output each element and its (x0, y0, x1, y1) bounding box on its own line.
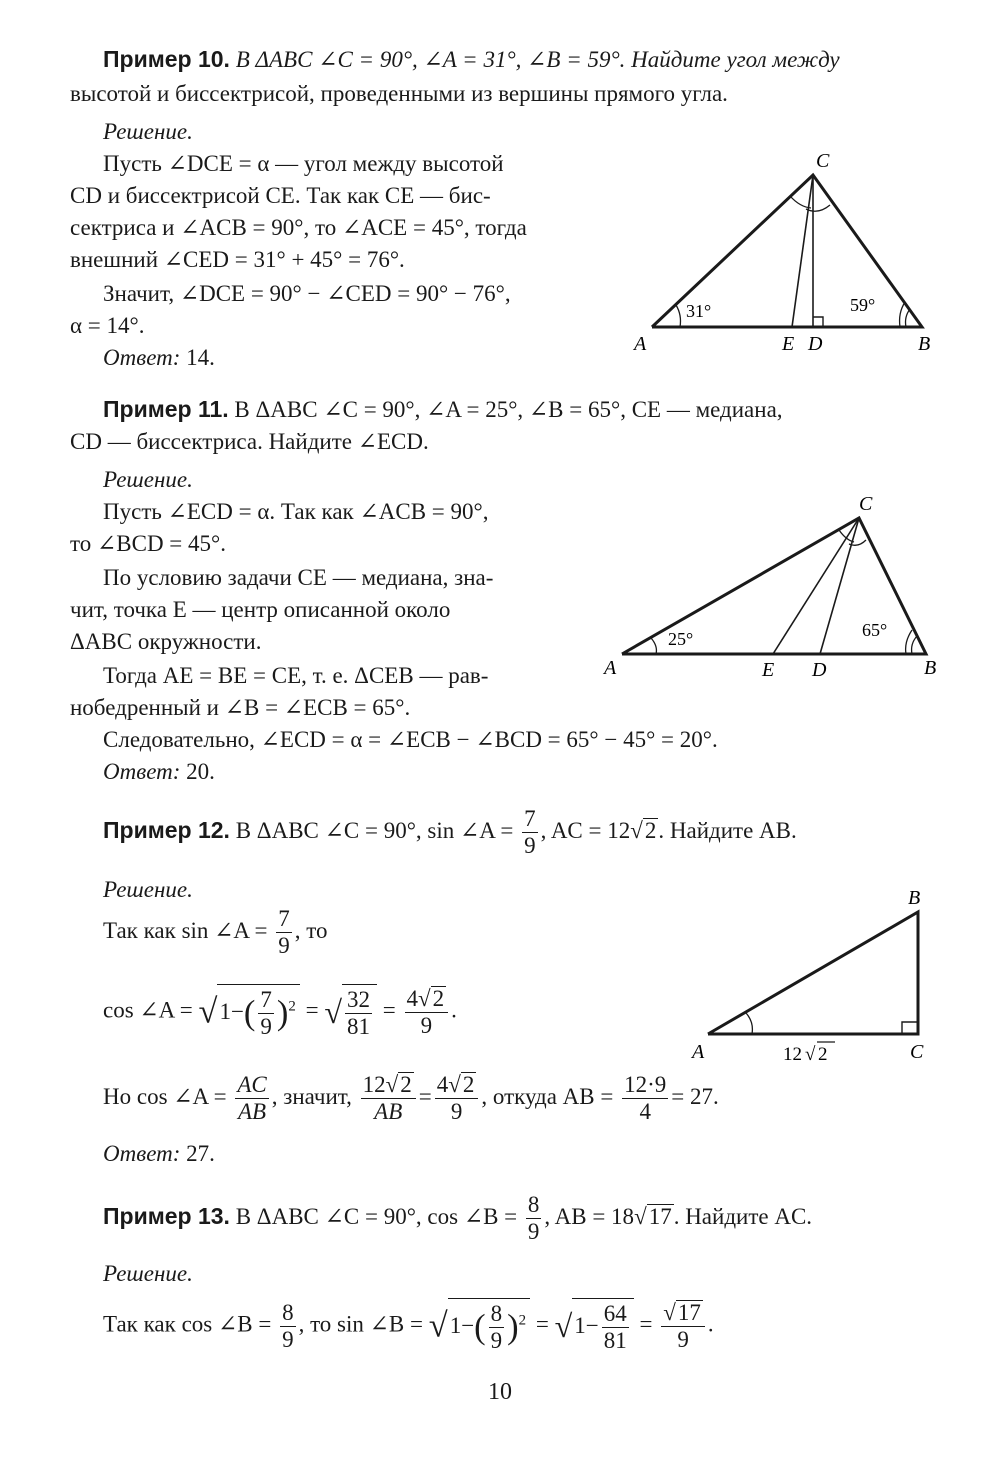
coefficient: 12 (362, 1072, 386, 1097)
period: . (451, 997, 457, 1023)
equals: = (305, 997, 319, 1023)
ex10-angle-arc-b1 (900, 302, 905, 327)
ex13-one2: 1− (574, 1313, 599, 1339)
ex10-label-b: B (918, 333, 931, 355)
ex10-solution-line3: сектриса и ∠ACB = 90°, то ∠ACE = 45°, тогда (70, 215, 527, 240)
ex11-label-e: E (762, 659, 775, 681)
ex13-cos-fraction (280, 1300, 296, 1354)
ex12-condition-text: В ΔABC ∠C = 90°, sin ∠A = (235, 818, 514, 844)
ex10-label-c: C (816, 150, 830, 172)
ex12-but-fraction1 (235, 1072, 268, 1126)
sqrt-icon: √ (385, 1072, 399, 1097)
ex12-condition-fraction (522, 806, 538, 860)
ex13-condition-text3: . Найдите AC. (673, 1204, 813, 1230)
ex10-solution-line6: α = 14°. (70, 313, 145, 338)
fraction-denominator: 81 (347, 1014, 371, 1040)
ex11-label-c: C (859, 493, 873, 515)
fraction-numerator: 32 (345, 987, 372, 1014)
ex12-but-line (103, 1072, 719, 1126)
ex12-angle-arc-a (746, 1013, 752, 1034)
fraction-numerator: 8 (489, 1301, 505, 1328)
ex12-condition-text3: . Найдите AB. (658, 818, 797, 844)
ex12-sin-text: Так как sin ∠A = (103, 918, 268, 944)
ex11-solution-line2: то ∠BCD = 45°. (70, 531, 226, 556)
ex11-label-b: B (924, 657, 937, 679)
ex11-angle-arc-b2 (912, 636, 917, 654)
ex13-title: Пример 13. (103, 1203, 230, 1230)
ex12-solution-label: Решение. (103, 877, 193, 902)
ex11-solution-line8: Следовательно, ∠ECD = α = ∠ECB − ∠BCD = 65° − 45° = 20°. (103, 727, 718, 752)
exponent: 2 (518, 1312, 527, 1329)
ex10-condition-text: В ΔABC ∠C = 90°, ∠A = 31°, ∠B = 59°. Найдите угол между (235, 47, 840, 72)
fraction-numerator: 12·9 (622, 1072, 668, 1099)
ex11-title: Пример 11. (103, 396, 229, 422)
ex10-condition-line1 (103, 44, 840, 76)
ex13-cos-text: Так как cos ∠B = (103, 1311, 272, 1337)
ex12-cos-radicand2 (342, 984, 377, 1041)
ex13-result-fraction (661, 1300, 705, 1354)
fraction-denominator: AB (238, 1099, 267, 1125)
ex11-angle-b-label: 65° (862, 620, 888, 640)
ex10-solution-line1: Пусть ∠DCE = α — угол между высотой (103, 151, 504, 176)
fraction-denominator: 9 (260, 1014, 272, 1040)
ex10-angle-b-label: 59° (850, 295, 876, 315)
sqrt-icon: √ (428, 1306, 448, 1345)
sqrt-radicand: 17 (648, 1204, 672, 1230)
ex12-label-a: A (692, 1041, 705, 1063)
sqrt-radicand: 2 (462, 1072, 475, 1097)
exponent: 2 (288, 998, 296, 1015)
paren-close: ) (507, 1308, 519, 1347)
ex13-condition-fraction (526, 1192, 542, 1246)
ex12-cos-text: cos ∠A = (103, 997, 193, 1023)
ex12-label-c: C (910, 1041, 924, 1063)
ex12-solution-line1 (103, 906, 328, 960)
ex12-sin-fraction (276, 906, 292, 960)
ex12-cos-radicand (217, 984, 299, 1041)
fraction-numerator: 8 (526, 1192, 542, 1219)
fraction-numerator: 7 (522, 806, 538, 833)
coefficient: 4 (406, 985, 419, 1011)
ex10-angle-arc-a (676, 305, 681, 327)
ex10-answer-label: Ответ: (103, 345, 181, 370)
ex11-label-a: A (604, 657, 617, 679)
ex11-solution-line3: По условию задачи CE — медиана, зна- (103, 565, 494, 590)
ex12-but-fraction3 (435, 1072, 479, 1126)
ex13-condition-text2: , AB = 18 (544, 1204, 635, 1230)
ex12-cos-fraction2 (345, 987, 372, 1041)
ex11-condition-text: В ΔABC ∠C = 90°, ∠A = 25°, ∠B = 65°, CE — медиана, (234, 397, 783, 422)
ex13-one: 1− (449, 1313, 475, 1339)
page-number: 10 (488, 1379, 512, 1405)
ex11-solution-line4: чит, точка E — центр описанной около (70, 597, 451, 622)
ex11-answer (103, 756, 215, 788)
ex10-bisector-ce (792, 175, 813, 327)
ex11-solution-line5: ΔABC окружности. (70, 629, 262, 654)
ex10-solution-line5: Значит, ∠DCE = 90° − ∠CED = 90° − 76°, (103, 281, 511, 306)
sqrt-icon: √ (663, 1299, 676, 1325)
ex12-cos-fraction3 (405, 986, 449, 1040)
ex11-answer-label: Ответ: (103, 759, 181, 784)
coefficient: 4 (436, 1072, 449, 1097)
ex11-solution-line1: Пусть ∠ECD = α. Так как ∠ACB = 90°, (103, 499, 489, 524)
ex12-result: = 27. (671, 1084, 719, 1110)
sqrt-icon: √ (630, 818, 643, 844)
sqrt-radicand: 17 (677, 1299, 701, 1325)
ex12-cos-one: 1− (219, 999, 244, 1025)
paren-close: ) (276, 994, 289, 1033)
equals: = (639, 1311, 653, 1337)
paren-open: ( (243, 994, 256, 1033)
fraction-denominator: 9 (490, 1328, 503, 1354)
sqrt-icon: √ (324, 994, 343, 1031)
ex12-answer (103, 1138, 215, 1170)
ex11-solution-line7: нобедренный и ∠B = ∠ECB = 65°. (70, 695, 411, 720)
ex12-condition-text2: , AC = 12 (540, 818, 631, 844)
ex13-condition (103, 1192, 812, 1246)
ex12-answer-value: 27. (186, 1141, 215, 1166)
ex12-but-text3: , откуда AB = (481, 1084, 614, 1110)
ex11-angle-a-label: 25° (668, 629, 694, 649)
ex13-solution-label: Решение. (103, 1261, 193, 1286)
ex13-solution-line1 (103, 1298, 714, 1355)
fraction-numerator: 64 (602, 1301, 629, 1328)
ex11-solution-line6: Тогда AE = BE = CE, т. е. ΔCEB — рав- (103, 663, 489, 688)
ex12-triangle (708, 912, 918, 1034)
ex10-triangle-figure (620, 145, 960, 360)
ex12-triangle-figure (680, 880, 960, 1080)
sqrt-icon: √ (554, 1308, 573, 1345)
fraction-denominator: AB (374, 1099, 403, 1125)
ex12-label-b: B (908, 887, 921, 909)
ex13-radicand1 (448, 1298, 530, 1355)
fraction-denominator: 4 (639, 1099, 651, 1125)
ex10-title: Пример 10. (103, 46, 230, 72)
paren-open: ( (474, 1308, 486, 1347)
equals: = (418, 1084, 432, 1110)
fraction-denominator: 9 (420, 1012, 433, 1038)
ex10-solution-line2: CD и биссектрисой CE. Так как CE — бис- (70, 183, 491, 208)
ex12-right-angle-mark (902, 1022, 918, 1034)
ex13-inner-fraction (489, 1301, 505, 1355)
sqrt-radicand: 2 (432, 985, 445, 1011)
ex12-sin-text2: , то (294, 918, 328, 944)
ex12-cos-inner-fraction (258, 987, 274, 1041)
ex11-condition-line2: CD — биссектриса. Найдите ∠ECD. (70, 429, 429, 454)
ex12-cos-formula (103, 984, 457, 1041)
fraction-denominator: 81 (603, 1328, 627, 1354)
fraction-numerator (405, 986, 449, 1013)
ex11-solution-label: Решение. (103, 467, 193, 492)
fraction-denominator: 9 (282, 1326, 294, 1352)
ex12-but-fraction4 (622, 1072, 668, 1126)
ex10-answer-value: 14. (186, 345, 215, 370)
sqrt-icon: √ (418, 985, 431, 1011)
ex11-angle-arc-a (651, 638, 656, 654)
ex11-answer-value: 20. (186, 759, 215, 784)
fraction-denominator: 9 (450, 1099, 463, 1125)
ex12-side-label-rad: 2 (818, 1044, 828, 1065)
ex13-sin-text: , то sin ∠B = (298, 1311, 423, 1337)
ex11-label-d: D (812, 659, 827, 681)
ex11-angle-arc-c1 (839, 530, 854, 542)
ex10-solution-label: Решение. (103, 119, 193, 144)
fraction-numerator: 8 (280, 1300, 296, 1327)
ex12-but-text: Но cos ∠A = (103, 1084, 227, 1110)
sqrt-radicand: 2 (400, 1072, 412, 1097)
ex12-side-label-coef: 12 (783, 1044, 802, 1065)
fraction-numerator (435, 1072, 479, 1099)
ex10-answer (103, 342, 215, 374)
ex13-fraction2 (602, 1301, 629, 1355)
equals: = (535, 1311, 549, 1337)
fraction-numerator (661, 1300, 705, 1327)
sqrt-icon: √ (448, 1072, 461, 1097)
fraction-denominator: 9 (524, 833, 536, 859)
ex12-but-fraction2 (361, 1072, 416, 1126)
ex10-angle-arc-c1 (790, 196, 811, 208)
ex10-angle-a-label: 31° (686, 301, 712, 321)
ex12-but-text2: , значит, (271, 1084, 352, 1110)
ex13-radicand2 (572, 1298, 633, 1355)
fraction-denominator: 9 (278, 933, 290, 959)
ex12-title: Пример 12. (103, 817, 230, 844)
ex10-solution-line4: внешний ∠CED = 31° + 45° = 76°. (70, 247, 405, 272)
sqrt-radicand: 2 (644, 818, 657, 844)
ex10-label-d: D (808, 333, 823, 355)
fraction-numerator: AC (235, 1072, 268, 1099)
ex11-triangle-figure (596, 490, 956, 690)
ex12-condition (103, 806, 797, 860)
sqrt-icon: √ (198, 992, 218, 1031)
equals: = (382, 997, 396, 1023)
ex10-label-e: E (782, 333, 795, 355)
fraction-denominator: 9 (527, 1219, 540, 1245)
ex10-label-a: A (634, 333, 647, 355)
ex10-condition-line2: высотой и биссектрисой, проведенными из вершины прямого угла. (70, 81, 728, 106)
fraction-numerator: 7 (258, 987, 274, 1014)
fraction-denominator: 9 (677, 1326, 689, 1352)
sqrt-icon: √ (634, 1204, 647, 1230)
ex12-answer-label: Ответ: (103, 1141, 181, 1166)
fraction-numerator: 7 (276, 906, 292, 933)
ex11-condition-line1 (103, 394, 783, 426)
ex13-condition-text: В ΔABC ∠C = 90°, cos ∠B = (235, 1204, 518, 1230)
fraction-numerator (361, 1072, 416, 1099)
period: . (707, 1311, 714, 1337)
sqrt-icon: √ (805, 1044, 816, 1065)
